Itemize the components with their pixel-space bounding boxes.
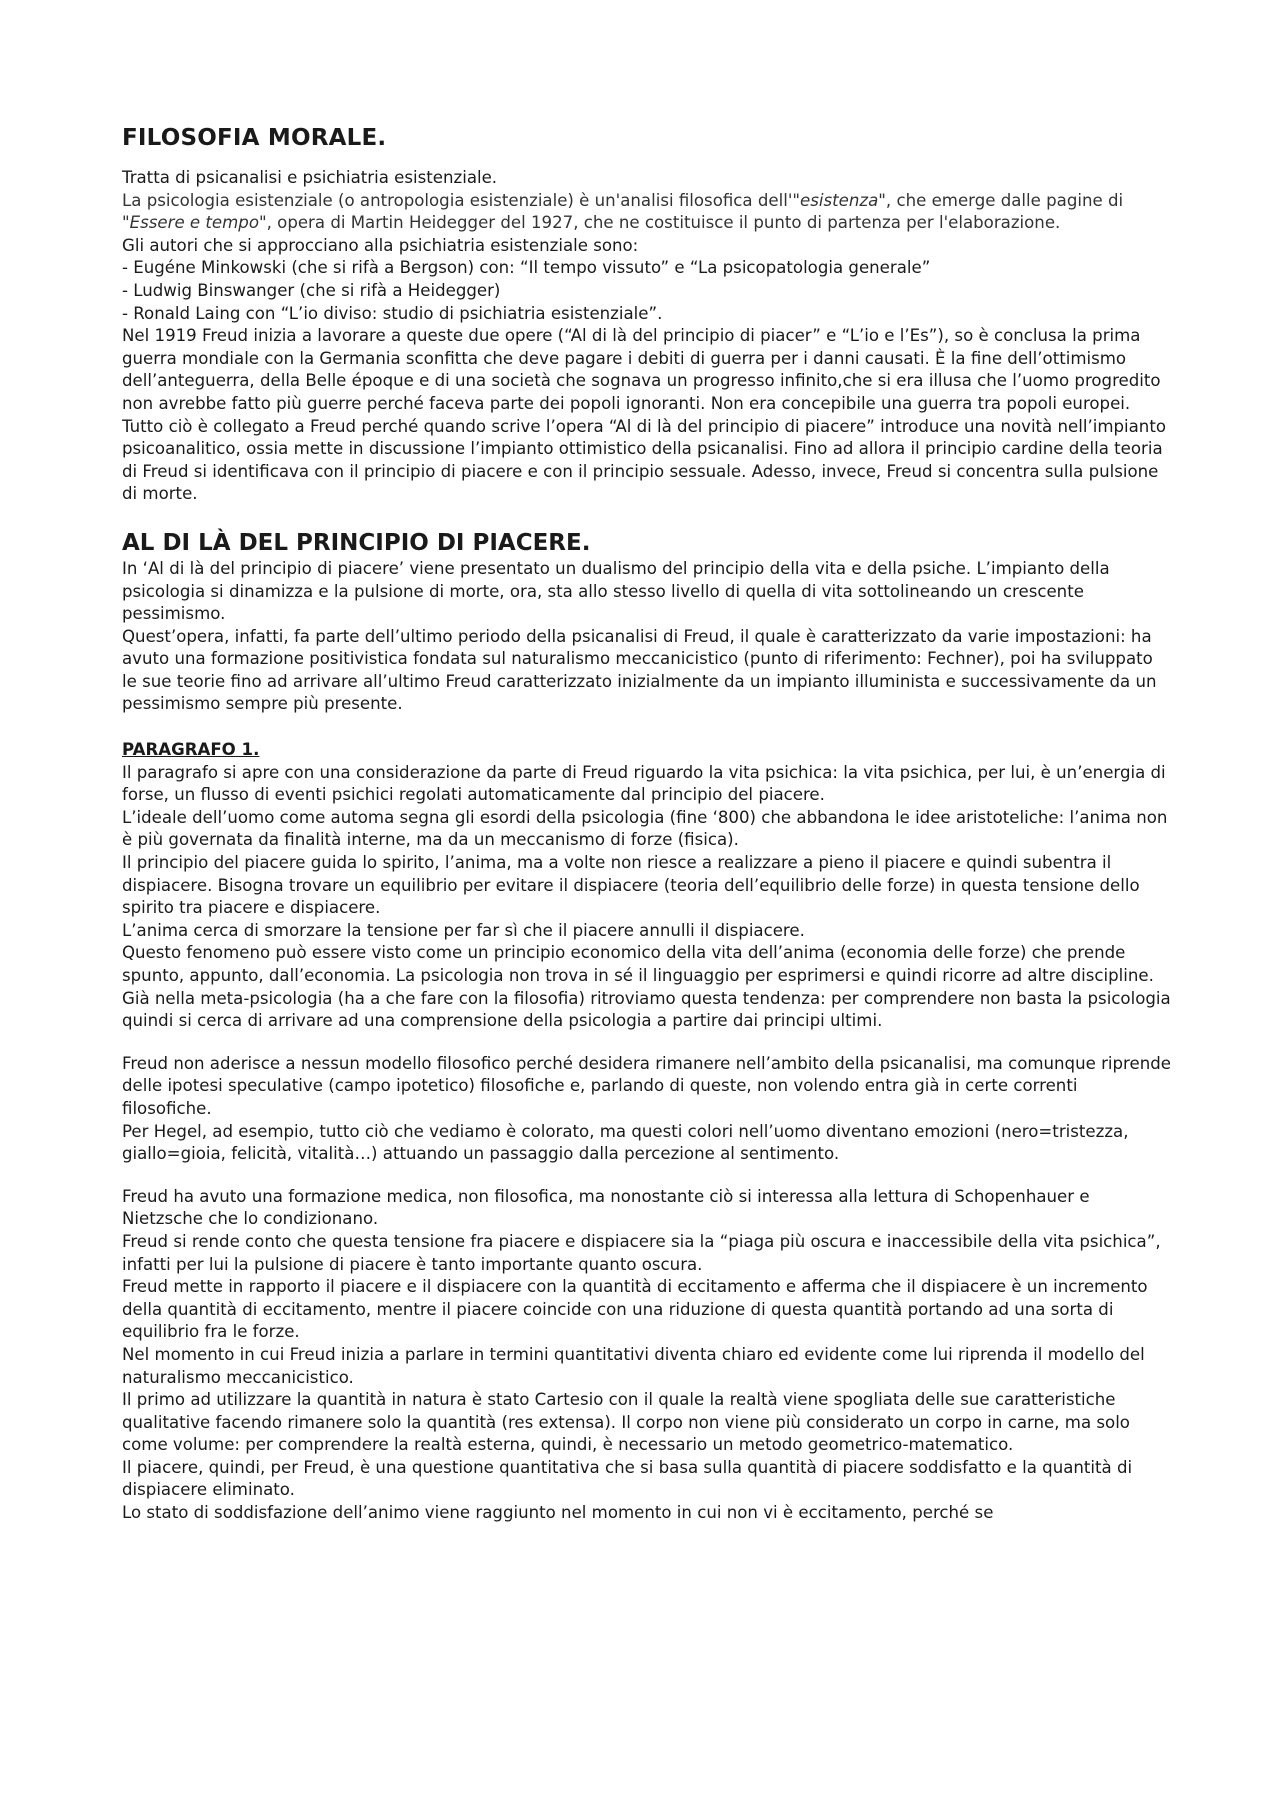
body-paragraph: Il paragrafo si apre con una considerazione da parte di Freud riguardo la vita psichica: la vita psichica, per lui, è un’energia di forse, un flusso di eventi psichici regolati automaticamente dal principio del piacere. (122, 762, 1166, 805)
intro-text-c: ", opera di Martin Heidegger del 1927, che ne costituisce il punto di partenza per l'elaborazione. (258, 213, 1061, 233)
section-paragraph: Quest’opera, infatti, fa parte dell’ultimo periodo della psicanalisi di Freud, il quale è caratterizzato da varie impostazioni: ha avuto una formazione positivistica fondata sul naturalismo meccanicistico (punto di riferimento: Fechner), poi ha sviluppato le sue teorie fino ad arrivare all’ultimo Freud caratterizzato inizialmente da un impianto illuminista e successivamente da un pessimismo sempre più presente. (122, 626, 1157, 714)
body-paragraph: Questo fenomeno può essere visto come un principio economico della vita dell’anima (economia delle forze) che prende spunto, appunto, dall’economia. La psicologia non trova in sé il linguaggio per esprimersi e quindi ricorre ad altre discipline. (122, 943, 1154, 985)
body-paragraph: Già nella meta-psicologia (ha a che fare con la filosofia) ritroviamo questa tendenza: per comprendere non basta la psicologia quindi si cerca di arrivare ad una comprensione della psicologia a partire dai principi ultimi. (122, 988, 1171, 1031)
body-paragraph: Nel momento in cui Freud inizia a parlare in termini quantitativi diventa chiaro ed evidente come lui riprenda il modello del naturalismo meccanicistico. (122, 1344, 1145, 1387)
intro-text-b: ", che emerge dalle pagine di " (122, 190, 1124, 233)
subsection-heading: PARAGRAFO 1. (122, 740, 260, 760)
document-page (122, 0, 1172, 1525)
body-paragraph: Lo stato di soddisfazione dell’animo viene raggiunto nel momento in cui non vi è eccitamento, perché se (122, 1503, 994, 1523)
emphasis-esistenza: esistenza (800, 190, 879, 210)
spacer (122, 1033, 1172, 1053)
author-item: - Ronald Laing con “L’io diviso: studio di psichiatria esistenziale”. (122, 303, 663, 323)
body-paragraph: Il principio del piacere guida lo spirito, l’anima, ma a volte non riesce a realizzare a pieno il piacere e quindi subentra il dispiacere. Bisogna trovare un equilibrio per evitare il dispiacere (teoria dell’equilibrio delle forze) in questa tensione dello spirito tra piacere e dispiacere. (122, 853, 1140, 918)
intro-paragraph-1: Tratta di psicanalisi e psichiatria esistenziale. (122, 168, 498, 187)
body-paragraph: Freud non aderisce a nessun modello filosofico perché desidera rimanere nell’ambito della psicanalisi, ma comunque riprende delle ipotesi speculative (campo ipotetico) filosofiche e, parlando di queste, non volendo entra già in certe correnti filosofiche. (122, 1053, 1171, 1118)
section-paragraph: In ‘Al di là del principio di piacere’ viene presentato un dualismo del principio della vita e della psiche. L’impianto della psicologia si dinamizza e la pulsione di morte, ora, sta allo stesso livello di quella di vita sottolineando un crescente pessimismo. (122, 558, 1110, 624)
body-paragraph: Il piacere, quindi, per Freud, è una questione quantitativa che si basa sulla quantità di piacere soddisfatto e la quantità di dispiacere eliminato. (122, 1457, 1133, 1500)
emphasis-essere-e-tempo: Essere e tempo (129, 213, 259, 233)
intro-text-a: La psicologia esistenziale (o antropologia esistenziale) è un'analisi filosofica dell'" (122, 190, 801, 210)
document-title: FILOSOFIA MORALE. (122, 125, 387, 151)
intro-paragraph-3: Gli autori che si approcciano alla psichiatria esistenziale sono: (122, 235, 639, 255)
spacer (122, 1166, 1172, 1186)
body-paragraph: Freud ha avuto una formazione medica, non filosofica, ma nonostante ciò si interessa alla lettura di Schopenhauer e Nietzsche che lo condizionano. (122, 1186, 1090, 1229)
body-paragraph: Freud mette in rapporto il piacere e il dispiacere con la quantità di eccitamento e afferma che il dispiacere è un incremento della quantità di eccitamento, mentre il piacere coincide con una riduzione di questa quantità portando ad una sorta di equilibrio fra le forze. (122, 1277, 1148, 1342)
body-paragraph: Freud si rende conto che questa tensione fra piacere e dispiacere sia la “piaga più oscura e inaccessibile della vita psichica”, infatti per lui la pulsione di piacere è tanto importante quanto oscura. (122, 1231, 1161, 1274)
body-paragraph: L’anima cerca di smorzare la tensione per far sì che il piacere annulli il dispiacere. (122, 920, 805, 940)
body-paragraph: L’ideale dell’uomo come automa segna gli esordi della psicologia (fine ‘800) che abbandona le idee aristoteliche: l’anima non è più governata da finalità interne, ma da un meccanismo di forze (fisica). (122, 807, 1168, 850)
section-heading: AL DI LÀ DEL PRINCIPIO DI PIACERE. (122, 529, 591, 556)
author-item: - Eugéne Minkowski (che si rifà a Bergson) con: “Il tempo vissuto” e “La psicopatologia generale” (122, 258, 931, 278)
intro-paragraph-2 (122, 190, 1172, 235)
intro-paragraph-4: Nel 1919 Freud inizia a lavorare a queste due opere (“Al di là del principio di piacer” e “L’io e l’Es”), so è conclusa la prima guerra mondiale con la Germania sconfitta che deve pagare i debiti di guerra per i danni causati. È la fine dell’ottimismo dell’anteguerra, della Belle époque e di una società che sognava un progresso infinito,che si era illusa che l’uomo progredito non avrebbe fatto più guerre perché faceva parte dei popoli ignoranti. Non era concepibile una guerra tra popoli europei. (122, 326, 1161, 413)
author-item: - Ludwig Binswanger (che si rifà a Heidegger) (122, 280, 501, 300)
body-paragraph: Per Hegel, ad esempio, tutto ciò che vediamo è colorato, ma questi colori nell’uomo diventano emozioni (nero=tristezza, giallo=gioia, felicità, vitalità…) attuando un passaggio dalla percezione al sentimento. (122, 1121, 1129, 1164)
intro-paragraph-5: Tutto ciò è collegato a Freud perché quando scrive l’opera “Al di là del principio di piacere” introduce una novità nell’impianto psicoanalitico, ossia mette in discussione l’impianto ottimistico della psicanalisi. Fino ad allora il principio cardine della teoria di Freud si identificava con il principio di piacere e con il principio sessuale. Adesso, invece, Freud si concentra sulla pulsione di morte. (122, 416, 1166, 504)
body-paragraph: Il primo ad utilizzare la quantità in natura è stato Cartesio con il quale la realtà viene spogliata delle sue caratteristiche qualitative facendo rimanere solo la quantità (res extensa). Il corpo non viene più considerato un corpo in carne, ma solo come volume: per comprendere la realtà esterna, quindi, è necessario un metodo geometrico-matematico. (122, 1390, 1130, 1455)
